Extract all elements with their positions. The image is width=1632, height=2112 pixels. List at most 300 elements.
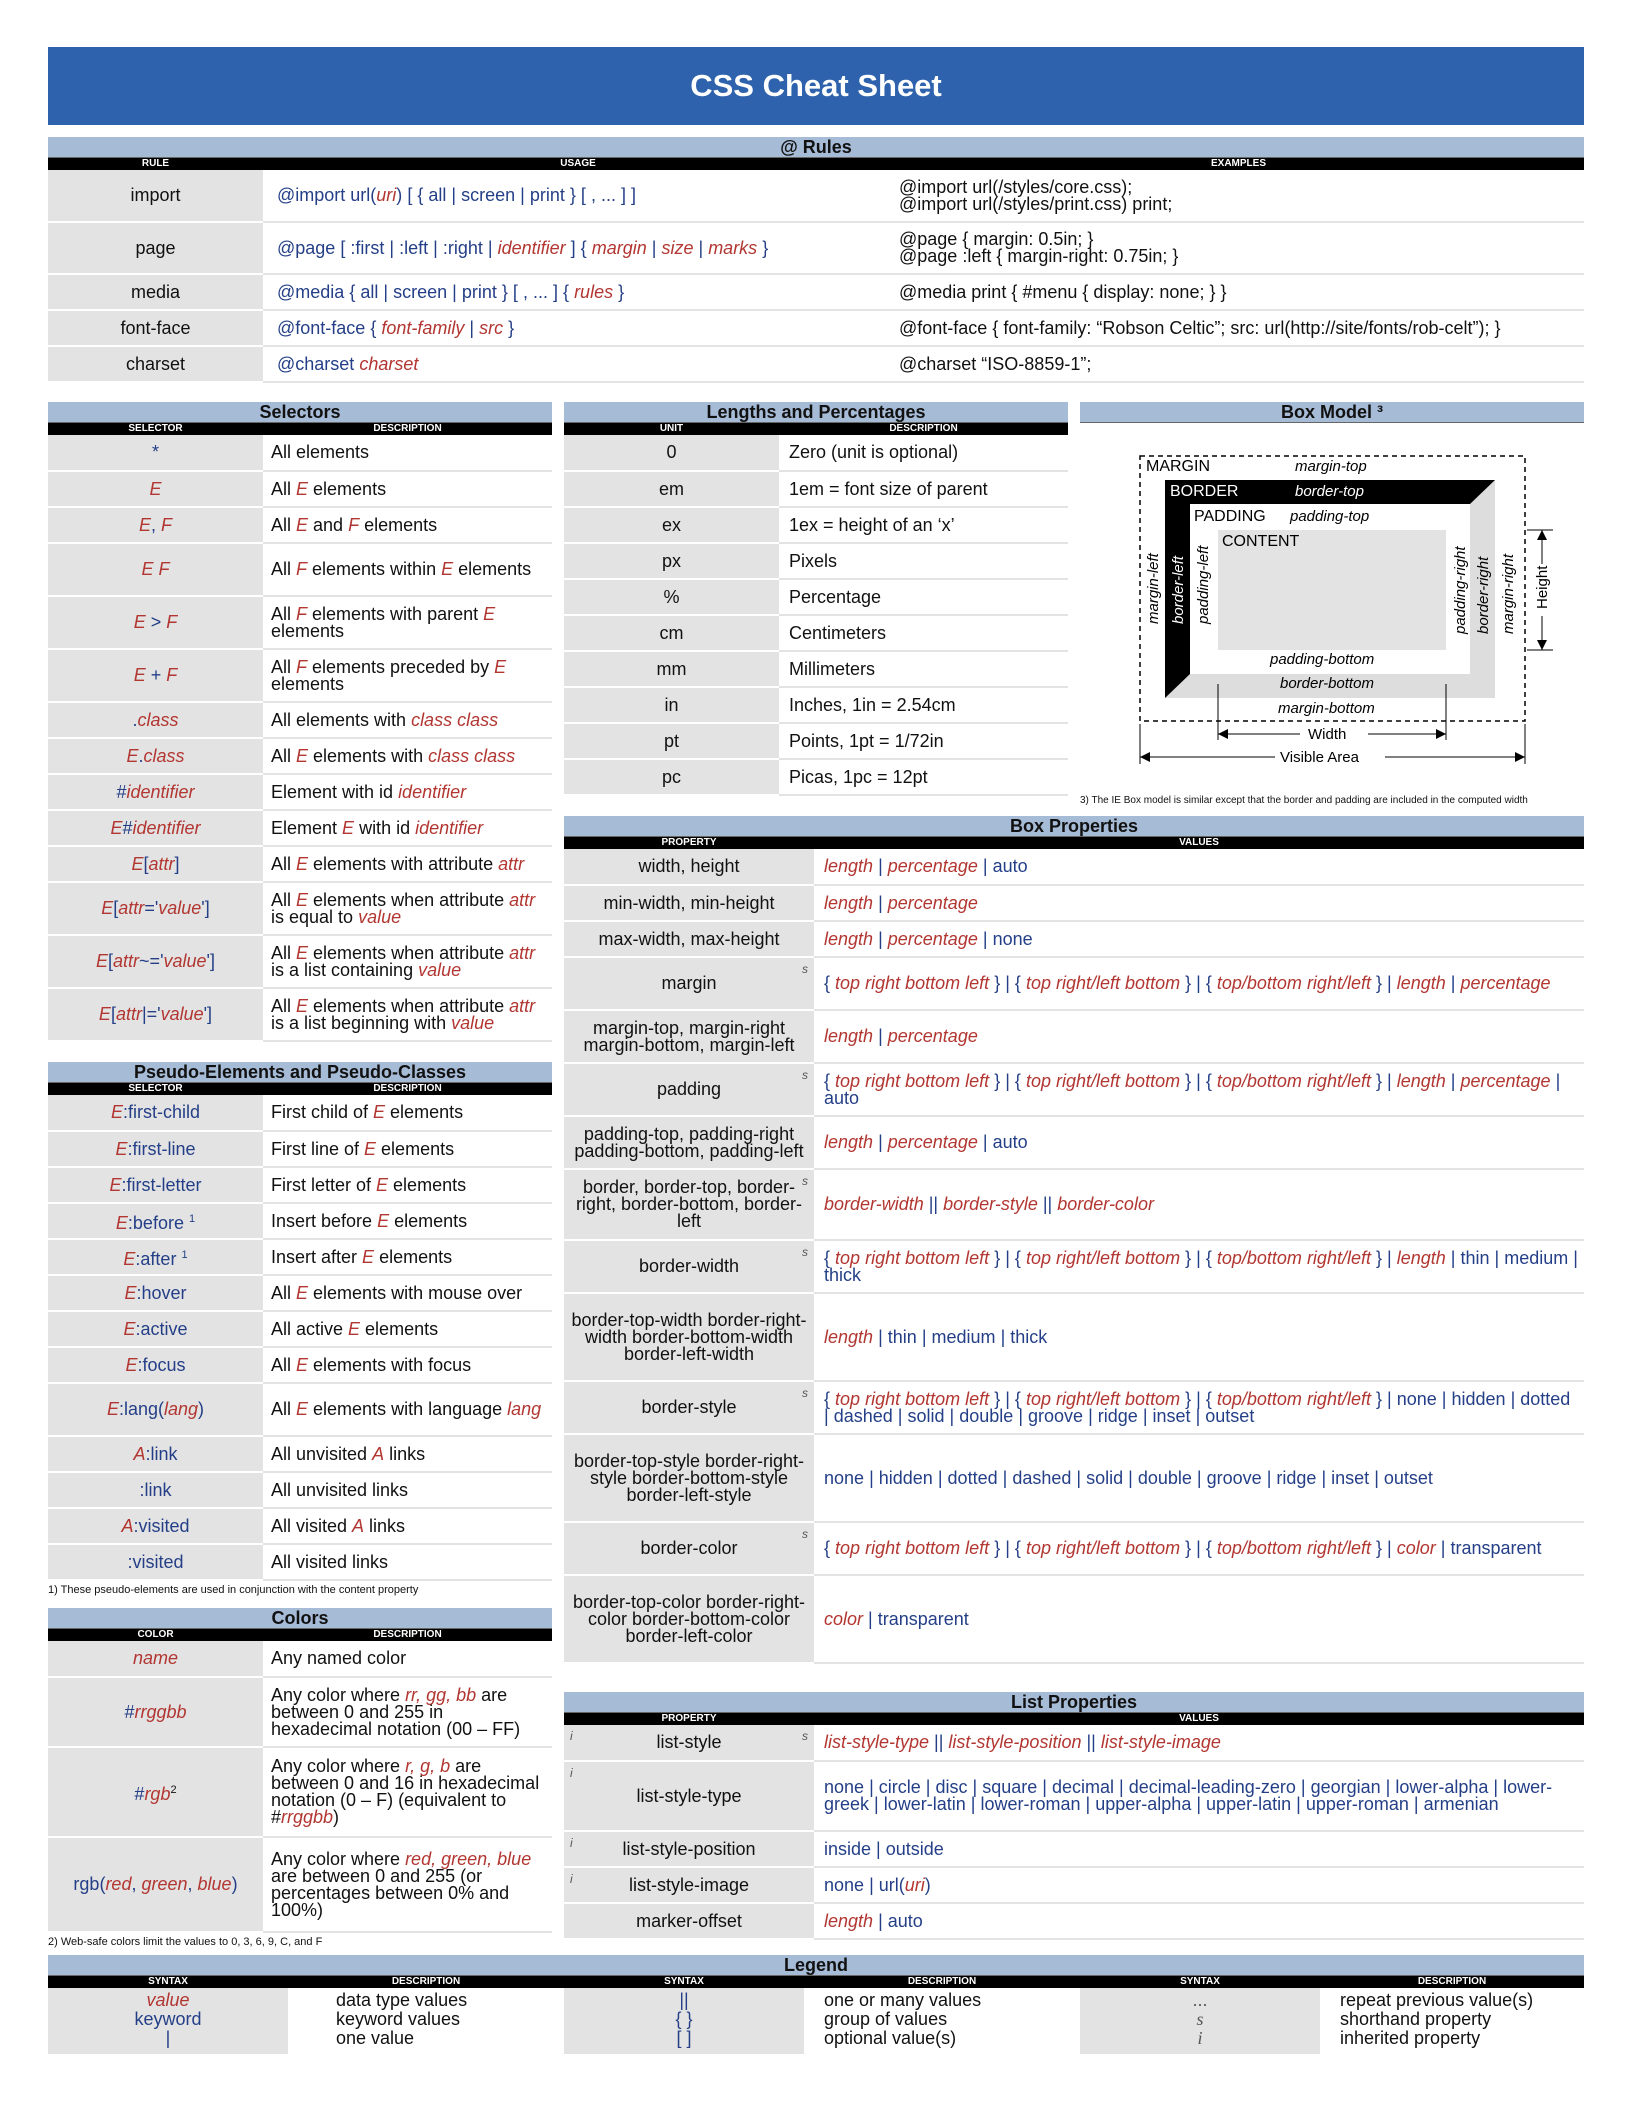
row-desc: All unvisited A links <box>263 1436 552 1472</box>
table-row <box>564 1381 1584 1434</box>
pseudo-col-headers <box>48 1083 552 1095</box>
property-name: border-color s <box>564 1522 814 1575</box>
unit: 0 <box>564 435 779 471</box>
unit: px <box>564 543 779 579</box>
col-header: PROPERTY <box>661 1713 717 1724</box>
height-label: Height <box>1534 565 1551 609</box>
property-name: border-top-width border-right-width border-bottom-width border-left-width <box>564 1293 814 1381</box>
row-key: E:hover <box>48 1275 263 1311</box>
row-desc: Insert before E elements <box>263 1203 552 1239</box>
col-header: SELECTOR <box>128 1083 183 1094</box>
col-header: DESCRIPTION <box>907 1976 977 1987</box>
row-key: :link <box>48 1472 263 1508</box>
property-values: length | auto <box>814 1903 1584 1939</box>
row-desc: First line of E elements <box>263 1131 552 1167</box>
table-row <box>48 596 552 649</box>
property-values: length | percentage | none <box>814 921 1584 957</box>
row-desc: All F elements preceded by E elements <box>263 649 552 702</box>
table-row <box>564 579 1068 615</box>
property-values: { top right bottom left } | { top right/left bottom } | { top/bottom right/left } | length | percentage <box>814 957 1584 1010</box>
pseudo-section <box>48 1062 552 1597</box>
listprops-col-headers <box>564 1713 1584 1725</box>
rule-name: import <box>48 170 263 222</box>
colors-table <box>48 1641 552 1933</box>
col-header: VALUES <box>1179 837 1219 848</box>
margin-left-label: margin-left <box>1145 553 1162 624</box>
shorthand-marker: s <box>802 1386 808 1400</box>
property-name: list-style-type i <box>564 1761 814 1831</box>
row-key: E[attr='value'] <box>48 882 263 935</box>
table-row <box>48 1311 552 1347</box>
table-row <box>564 1725 1584 1761</box>
row-key: :visited <box>48 1544 263 1580</box>
property-name: margin-top, margin-right margin-bottom, margin-left <box>564 1010 814 1063</box>
listprops-header: List Properties <box>564 1692 1584 1713</box>
row-key: E:focus <box>48 1347 263 1383</box>
col-header: DESCRIPTION <box>391 1976 461 1987</box>
table-row <box>564 759 1068 795</box>
rules-col-headers <box>48 158 1584 170</box>
col-header: DESCRIPTION <box>889 423 958 434</box>
table-row <box>564 1169 1584 1240</box>
property-values: length | percentage <box>814 885 1584 921</box>
table-row <box>48 346 1584 382</box>
table-row <box>48 1747 552 1837</box>
legend-syntax: keyword <box>134 2009 202 2029</box>
table-row <box>48 738 552 774</box>
property-name: min-width, min-height <box>564 885 814 921</box>
property-values: border-width || border-style || border-color <box>814 1169 1584 1240</box>
table-row <box>48 988 552 1041</box>
property-values: { top right bottom left } | { top right/left bottom } | { top/bottom right/left } | length | percentage | auto <box>814 1063 1584 1116</box>
row-desc: All E elements with language lang <box>263 1383 552 1436</box>
row-key: E:after $^1$ <box>48 1239 263 1275</box>
table-row <box>48 1677 552 1747</box>
rule-example: @media print { #menu { display: none; } } <box>893 274 1584 310</box>
inherited-marker: i <box>570 1872 573 1886</box>
color-desc: Any color where red, green, blue are between 0 and 255 (or percentages between 0% and 100%) <box>263 1837 552 1932</box>
rule-name: charset <box>48 346 263 382</box>
col-header: EXAMPLES <box>1210 158 1266 169</box>
legend-group-3 <box>1080 1988 1584 2054</box>
colors-footnote: 2) Web-safe colors limit the values to 0, 3, 6, 9, C, and F <box>48 1936 323 1948</box>
visible-area-label: Visible Area <box>1280 749 1359 766</box>
padding-left-label: padding-left <box>1195 545 1212 624</box>
table-row <box>564 885 1584 921</box>
col-header: DESCRIPTION <box>373 1629 442 1640</box>
table-row <box>48 882 552 935</box>
property-values: none | url(uri) <box>814 1867 1584 1903</box>
table-row <box>564 849 1584 885</box>
border-label: BORDER <box>1170 483 1239 500</box>
row-key: E + F <box>48 649 263 702</box>
unit-desc: Zero (unit is optional) <box>779 435 1068 471</box>
rules-section <box>48 137 1584 383</box>
property-values: length | percentage | auto <box>814 1116 1584 1169</box>
padding-top-label: padding-top <box>1290 508 1370 525</box>
table-row <box>48 1837 552 1932</box>
legend-syntax: ... <box>1192 1990 1208 2010</box>
colors-col-headers <box>48 1629 552 1641</box>
unit-desc: Millimeters <box>779 651 1068 687</box>
legend-desc: shorthand property <box>1340 2009 1492 2029</box>
shorthand-marker: s <box>802 1729 808 1743</box>
property-values: { top right bottom left } | { top right/left bottom } | { top/bottom right/left } | none | hidden | dotted | dashed | solid | double | groove | ridge | inset | outset <box>814 1381 1584 1434</box>
legend-syntax: i <box>1197 2028 1203 2048</box>
table-row <box>48 1131 552 1167</box>
row-desc: Insert after E elements <box>263 1239 552 1275</box>
table-row <box>564 651 1068 687</box>
shorthand-marker: s <box>802 1068 808 1082</box>
row-key: E[attr|='value'] <box>48 988 263 1041</box>
page-title: CSS Cheat Sheet <box>48 47 1584 125</box>
property-values: length | percentage | auto <box>814 849 1584 885</box>
row-desc: Element E with id identifier <box>263 810 552 846</box>
row-key: E:active <box>48 1311 263 1347</box>
row-desc: All elements <box>263 435 552 471</box>
col-header: PROPERTY <box>661 837 717 848</box>
table-row <box>564 723 1068 759</box>
table-row <box>48 702 552 738</box>
table-row <box>564 957 1584 1010</box>
table-row <box>48 222 1584 274</box>
colors-header: Colors <box>48 1608 552 1629</box>
table-row <box>564 1434 1584 1522</box>
property-name: padding-top, padding-right padding-bottom, padding-left <box>564 1116 814 1169</box>
property-values: { top right bottom left } | { top right/left bottom } | { top/bottom right/left } | length | thin | medium | thick <box>814 1240 1584 1293</box>
row-key: E[attr] <box>48 846 263 882</box>
row-key: E:first-letter <box>48 1167 263 1203</box>
row-key: E F <box>48 543 263 596</box>
col-header: DESCRIPTION <box>373 423 442 434</box>
table-row <box>48 274 1584 310</box>
lengths-col-headers <box>564 423 1068 435</box>
row-key: E[attr~='value'] <box>48 935 263 988</box>
border-left-label: border-left <box>1170 555 1187 624</box>
property-values: { top right bottom left } | { top right/left bottom } | { top/bottom right/left } | color | transparent <box>814 1522 1584 1575</box>
row-key: * <box>48 435 263 471</box>
selectors-section <box>48 402 552 1042</box>
property-name: width, height <box>564 849 814 885</box>
row-key: E:before $^1$ <box>48 1203 263 1239</box>
unit: % <box>564 579 779 615</box>
property-name: padding s <box>564 1063 814 1116</box>
property-name: max-width, max-height <box>564 921 814 957</box>
table-row <box>564 921 1584 957</box>
selectors-header: Selectors <box>48 402 552 423</box>
property-name: border-top-style border-right-style border-bottom-style border-left-style <box>564 1434 814 1522</box>
margin-right-label: margin-right <box>1500 553 1517 634</box>
col-header: SYNTAX <box>664 1976 704 1987</box>
shorthand-marker: s <box>802 1174 808 1188</box>
rule-name: font-face <box>48 310 263 346</box>
unit-desc: Picas, 1pc = 12pt <box>779 759 1068 795</box>
table-row <box>48 810 552 846</box>
row-key: A:link <box>48 1436 263 1472</box>
row-desc: All E elements with mouse over <box>263 1275 552 1311</box>
unit: in <box>564 687 779 723</box>
row-desc: First letter of E elements <box>263 1167 552 1203</box>
listprops-section <box>564 1692 1584 1940</box>
row-key: E:first-child <box>48 1095 263 1131</box>
table-row <box>564 471 1068 507</box>
property-name: list-style-image i <box>564 1867 814 1903</box>
inherited-marker: i <box>570 1766 573 1780</box>
boxmodel-section <box>1080 402 1584 808</box>
legend-syntax: [ ] <box>676 2028 692 2048</box>
table-row <box>48 1347 552 1383</box>
margin-bottom-label: margin-bottom <box>1278 700 1375 717</box>
width-label: Width <box>1308 726 1347 743</box>
table-row <box>48 543 552 596</box>
table-row <box>564 1063 1584 1116</box>
legend-desc: data type values <box>336 1990 468 2010</box>
table-row <box>48 1383 552 1436</box>
legend-desc: one or many values <box>824 1990 982 2010</box>
legend-syntax: | <box>165 2028 171 2048</box>
rule-usage: @import url(uri) [ { all | screen | print } [ , ... ] ] <box>263 170 893 222</box>
legend-syntax: { } <box>675 2009 693 2029</box>
col-header: SYNTAX <box>148 1976 188 1987</box>
col-header: RULE <box>141 158 170 169</box>
table-row <box>564 1240 1584 1293</box>
legend-group-2 <box>564 1988 1080 2054</box>
table-row <box>564 1761 1584 1831</box>
property-name: border-top-color border-right-color border-bottom-color border-left-color <box>564 1575 814 1663</box>
table-row <box>48 1544 552 1580</box>
row-key: A:visited <box>48 1508 263 1544</box>
padding-right-label: padding-right <box>1452 546 1469 634</box>
lengths-header: Lengths and Percentages <box>564 402 1068 423</box>
rule-usage: @font-face { font-family | src } <box>263 310 893 346</box>
unit-desc: 1em = font size of parent <box>779 471 1068 507</box>
boxprops-section <box>564 816 1584 1664</box>
table-row <box>48 846 552 882</box>
table-row <box>564 1293 1584 1381</box>
table-row <box>564 1575 1584 1663</box>
table-row <box>564 1831 1584 1867</box>
table-row <box>48 1167 552 1203</box>
color-desc: Any color where r, g, b are between 0 and 16 in hexadecimal notation (0 – F) (equivalent to #rrggbb) <box>263 1747 552 1837</box>
row-desc: All elements with class class <box>263 702 552 738</box>
unit-desc: Pixels <box>779 543 1068 579</box>
property-values: none | hidden | dotted | dashed | solid | double | groove | ridge | inset | outset <box>814 1434 1584 1522</box>
row-desc: All E elements when attribute attr is a list containing value <box>263 935 552 988</box>
row-desc: All visited A links <box>263 1508 552 1544</box>
legend-syntax: s <box>1196 2009 1204 2029</box>
table-row <box>48 170 1584 222</box>
row-key: .class <box>48 702 263 738</box>
color-desc: Any named color <box>263 1641 552 1677</box>
row-key: E > F <box>48 596 263 649</box>
content-label: CONTENT <box>1222 533 1300 550</box>
table-row <box>564 1867 1584 1903</box>
row-desc: All visited links <box>263 1544 552 1580</box>
row-desc: All E elements when attribute attr is a list beginning with value <box>263 988 552 1041</box>
unit-desc: Percentage <box>779 579 1068 615</box>
table-row <box>564 507 1068 543</box>
property-values: length | percentage <box>814 1010 1584 1063</box>
row-key: E:first-line <box>48 1131 263 1167</box>
row-key: E.class <box>48 738 263 774</box>
col-header: USAGE <box>560 158 596 169</box>
selectors-table <box>48 435 552 1042</box>
row-desc: All F elements with parent E elements <box>263 596 552 649</box>
table-row <box>48 1641 552 1677</box>
row-key: E:lang(lang) <box>48 1383 263 1436</box>
property-values: none | circle | disc | square | decimal | decimal-leading-zero | georgian | lower-alpha | lower-greek | lower-latin | lower-roman | upper-alpha | upper-latin | upper-roman | armenian <box>814 1761 1584 1831</box>
property-name: list-style s i <box>564 1725 814 1761</box>
margin-top-label: margin-top <box>1295 458 1367 475</box>
unit: cm <box>564 615 779 651</box>
color-key: #rgb$^2$ <box>48 1747 263 1837</box>
col-header: COLOR <box>137 1629 174 1640</box>
row-desc: All E and F elements <box>263 507 552 543</box>
legend-body <box>48 1988 1584 2054</box>
table-row <box>564 1903 1584 1939</box>
lengths-section <box>564 402 1068 796</box>
boxprops-col-headers <box>564 837 1584 849</box>
table-row <box>564 1116 1584 1169</box>
row-desc: All E elements with attribute attr <box>263 846 552 882</box>
selectors-col-headers <box>48 423 552 435</box>
legend-desc: repeat previous value(s) <box>1340 1990 1534 2010</box>
table-row <box>48 1203 552 1239</box>
rule-name: page <box>48 222 263 274</box>
color-key: name <box>48 1641 263 1677</box>
property-values: inside | outside <box>814 1831 1584 1867</box>
unit-desc: Centimeters <box>779 615 1068 651</box>
table-row <box>48 1275 552 1311</box>
shorthand-marker: s <box>802 1527 808 1541</box>
colors-section <box>48 1608 552 1949</box>
col-header: UNIT <box>659 423 684 434</box>
shorthand-marker: s <box>802 962 808 976</box>
color-key: #rrggbb <box>48 1677 263 1747</box>
legend-syntax: value <box>146 1990 190 2010</box>
pseudo-table <box>48 1095 552 1581</box>
padding-bottom-label: padding-bottom <box>1270 651 1375 668</box>
rule-usage: @media { all | screen | print } [ , ... ] { rules } <box>263 274 893 310</box>
rule-example: @font-face { font-family: “Robson Celtic”; src: url(http://site/fonts/rob-celt”); } <box>893 310 1584 346</box>
table-row <box>48 649 552 702</box>
border-bottom-label: border-bottom <box>1280 675 1374 692</box>
unit-desc: Inches, 1in = 2.54cm <box>779 687 1068 723</box>
unit: em <box>564 471 779 507</box>
table-row <box>564 687 1068 723</box>
row-desc: All F elements within E elements <box>263 543 552 596</box>
table-row <box>564 1522 1584 1575</box>
property-name: list-style-position i <box>564 1831 814 1867</box>
unit: mm <box>564 651 779 687</box>
row-desc: All E elements <box>263 471 552 507</box>
rules-table <box>48 170 1584 383</box>
property-name: marker-offset <box>564 1903 814 1939</box>
row-desc: Element with id identifier <box>263 774 552 810</box>
shorthand-marker: s <box>802 1245 808 1259</box>
rule-example: @charset “ISO-8859-1”; <box>893 346 1584 382</box>
row-desc: First child of E elements <box>263 1095 552 1131</box>
row-key: #identifier <box>48 774 263 810</box>
table-row <box>48 1436 552 1472</box>
col-header: SELECTOR <box>128 423 183 434</box>
table-row <box>48 935 552 988</box>
row-key: E#identifier <box>48 810 263 846</box>
row-desc: All unvisited links <box>263 1472 552 1508</box>
property-values: color | transparent <box>814 1575 1584 1663</box>
pseudo-header: Pseudo-Elements and Pseudo-Classes <box>48 1062 552 1083</box>
legend-col-headers <box>48 1976 1584 1988</box>
rule-example: @import url(/styles/core.css); @import url(/styles/print.css) print; <box>893 170 1584 222</box>
border-right-label: border-right <box>1475 556 1492 634</box>
lengths-table <box>564 435 1068 796</box>
table-row <box>48 1095 552 1131</box>
legend-desc: keyword values <box>336 2009 461 2029</box>
rule-example: @page { margin: 0.5in; } @page :left { margin-right: 0.75in; } <box>893 222 1584 274</box>
col-header: SYNTAX <box>1180 1976 1220 1987</box>
boxmodel-header: Box Model ³ <box>1080 402 1584 423</box>
unit: pt <box>564 723 779 759</box>
table-row <box>564 435 1068 471</box>
property-name: margin s <box>564 957 814 1010</box>
row-desc: All E elements when attribute attr is equal to value <box>263 882 552 935</box>
col-header: VALUES <box>1179 1713 1219 1724</box>
boxprops-header: Box Properties <box>564 816 1584 837</box>
rule-usage: @charset charset <box>263 346 893 382</box>
property-name: border-width s <box>564 1240 814 1293</box>
unit: pc <box>564 759 779 795</box>
table-row <box>48 435 552 471</box>
row-key: E <box>48 471 263 507</box>
inherited-marker: i <box>570 1729 573 1743</box>
boxprops-table <box>564 849 1584 1664</box>
legend-group-1 <box>48 1988 564 2054</box>
unit: ex <box>564 507 779 543</box>
legend-syntax: || <box>679 1990 689 2010</box>
property-values: list-style-type || list-style-position || list-style-image <box>814 1725 1584 1761</box>
border-top-label: border-top <box>1295 483 1364 500</box>
legend-desc: group of values <box>824 2009 948 2029</box>
legend-header: Legend <box>48 1955 1584 1976</box>
table-row <box>48 1239 552 1275</box>
table-row <box>564 543 1068 579</box>
row-desc: All E elements with class class <box>263 738 552 774</box>
legend-section <box>48 1955 1584 2054</box>
legend-desc: inherited property <box>1340 2028 1481 2048</box>
property-name: border, border-top, border-right, border-bottom, border-left s <box>564 1169 814 1240</box>
color-desc: Any color where rr, gg, bb are between 0 and 255 in hexadecimal notation (00 – FF) <box>263 1677 552 1747</box>
table-row <box>48 310 1584 346</box>
legend-desc: one value <box>336 2028 415 2048</box>
table-row <box>48 774 552 810</box>
table-row <box>48 1508 552 1544</box>
col-header: DESCRIPTION <box>373 1083 442 1094</box>
table-row <box>564 1010 1584 1063</box>
row-desc: All E elements with focus <box>263 1347 552 1383</box>
box-model-diagram <box>1080 434 1584 794</box>
pseudo-footnote: 1) These pseudo-elements are used in conjunction with the content property <box>48 1584 419 1596</box>
table-row <box>564 615 1068 651</box>
property-values: length | thin | medium | thick <box>814 1293 1584 1381</box>
row-key: E, F <box>48 507 263 543</box>
property-name: border-style s <box>564 1381 814 1434</box>
table-row <box>48 471 552 507</box>
boxmodel-footnote: 3) The IE Box model is similar except that the border and padding are included in the computed width <box>1080 795 1528 806</box>
table-row <box>48 507 552 543</box>
unit-desc: 1ex = height of an ‘x’ <box>779 507 1068 543</box>
padding-label: PADDING <box>1194 508 1266 525</box>
col-header: DESCRIPTION <box>1417 1976 1487 1987</box>
